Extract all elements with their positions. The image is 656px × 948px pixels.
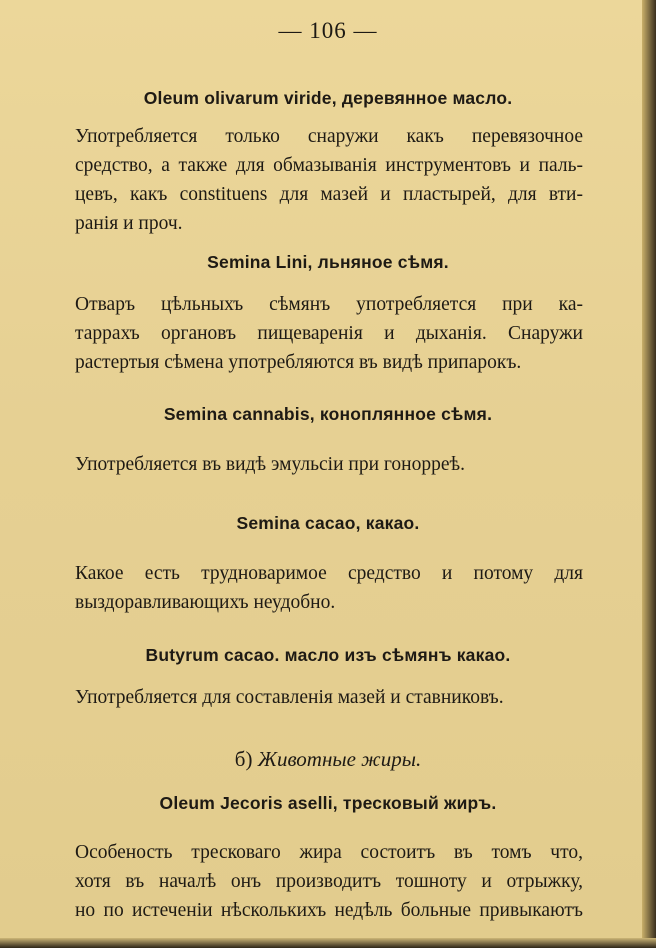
- section-heading-oleum-jecoris: Oleum Jecoris aselli, тресковый жиръ.: [159, 793, 497, 813]
- section-text-oleum-jecoris: [75, 838, 583, 925]
- text-line: таррахъ органовъ пищеваренія и дыханія. Снаружи: [75, 323, 583, 344]
- section-heading-semina-lini: Semina Lini, льняное сѣмя.: [207, 252, 449, 272]
- text-line: ранія и проч.: [75, 213, 183, 234]
- subsection-mark: б): [234, 747, 253, 771]
- text-line: Употребляется для составленія мазей и ставниковъ.: [75, 687, 504, 708]
- section-text-oleum-olivarum: [75, 122, 583, 238]
- subsection-heading: [0, 747, 656, 772]
- section-text-semina-cannabis: [75, 450, 583, 479]
- page-number: — 106 —: [278, 18, 378, 43]
- text-line: выздоравливающихъ неудобно.: [75, 592, 336, 613]
- section-heading-butyrum-cacao: Butyrum cacao. масло изъ сѣмянъ какао.: [145, 645, 511, 665]
- text-line: Отваръ цѣльныхъ сѣмянъ употребляется при ка-: [75, 294, 583, 315]
- text-line: Употребляется въ видѣ эмульсіи при гонорреѣ.: [75, 454, 465, 475]
- section-text-butyrum-cacao: [75, 683, 583, 712]
- section-text-semina-cacao: [75, 559, 583, 617]
- subsection-title: Животные жиры.: [257, 747, 422, 771]
- section-heading-semina-cacao: Semina cacao, какао.: [236, 513, 420, 533]
- text-line: хотя въ началѣ онъ производитъ тошноту и отрыжку,: [75, 871, 583, 892]
- text-line: средство, а также для обмазыванія инструментовъ и паль-: [75, 155, 583, 176]
- section-heading-oleum-olivarum: Oleum olivarum viride, деревянное масло.: [143, 88, 513, 108]
- text-line: растертыя сѣмена употребляются въ видѣ припарокъ.: [75, 352, 522, 373]
- text-line: Какое есть трудноваримое средство и потому для: [75, 563, 583, 584]
- text-line: цевъ, какъ constituens для мазей и пластырей, для вти-: [75, 184, 583, 205]
- text-line: Особеность тресковаго жира состоитъ въ томъ что,: [75, 842, 583, 863]
- section-heading-semina-cannabis: Semina cannabis, коноплянное сѣмя.: [163, 404, 493, 424]
- text-line: Употребляется только снаружи какъ перевязочное: [75, 126, 583, 147]
- page-edge-shadow: [642, 0, 656, 948]
- page-bottom-edge: [0, 938, 656, 948]
- section-text-semina-lini: [75, 290, 583, 377]
- text-line: но по истеченіи нѣсколькихъ недѣль больные привыкаютъ: [75, 900, 583, 921]
